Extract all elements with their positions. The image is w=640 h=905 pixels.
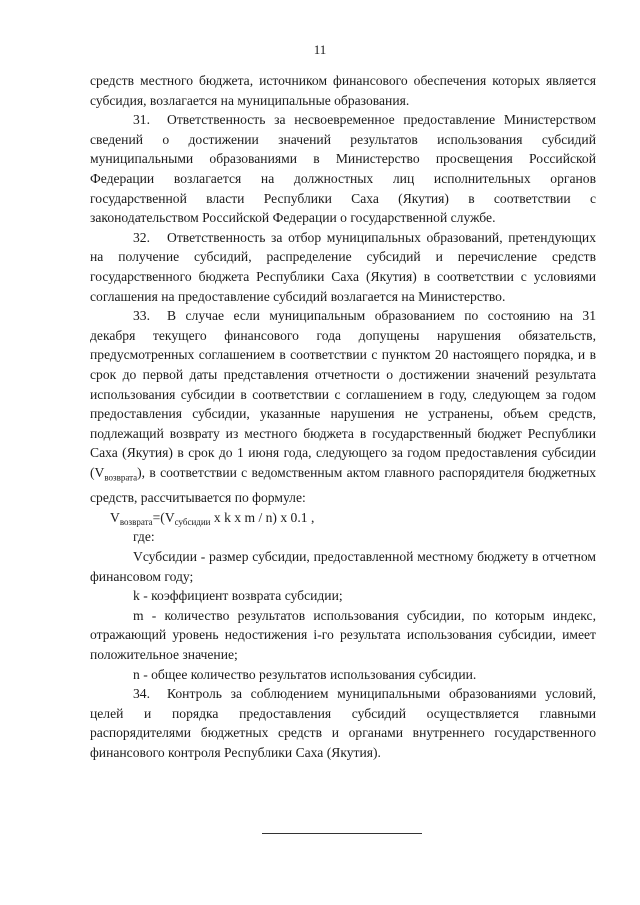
paragraph-text: Ответственность за отбор муниципальных образований, претендующих на получение субсидий, распределение субсидий и перечисление средств государственного бюджета Республики Саха (Якутия) в соответствии с условиями соглашения на предоставление субсидий возлагается на Министерство. xyxy=(90,229,596,304)
paragraph-continuation: средств местного бюджета, источником финансового обеспечения которых является субсидия, возлагается на муниципальные образования. xyxy=(90,73,596,108)
formula-rest: x k x m / n) x 0.1 , xyxy=(210,509,315,525)
end-divider xyxy=(262,833,422,834)
definition-k: k - коэффициент возврата субсидии; xyxy=(133,588,343,604)
formula-v: V xyxy=(110,509,120,525)
paragraph-text: Контроль за соблюдением муниципальными образованиями условий, целей и порядка предоставления субсидий осуществляется главными распорядителями бюджетных средств и органами внутреннего государственного финансового контроля Республики Саха (Якутия). xyxy=(90,686,596,760)
formula-subscript-return: возврата xyxy=(119,516,153,527)
page-number: 11 xyxy=(313,42,327,57)
formula xyxy=(90,508,596,528)
paragraph-text: ), в соответствии с ведомственным актом главного распорядителя бюджетных средств, рассчитывается по формуле: xyxy=(90,464,596,506)
paragraph-text: В случае если муниципальным образованием по состоянию на 31 декабря текущего финансового года допущены нарушения обязательств, предусмотренных соглашением в соответствии с пунктом 20 настоящего порядка, и в срок до первой даты представления отчетности о достижении значений результата использования субсидии в соответствии с соглашением в году, следующем за годом предоставления субсидии, указанные нарушения не устранены, объем средств, подлежащий возврату из местного бюджета в государственный бюджет Республики Саха (Якутия) в срок до 1 июня года, следующего за годом предоставления субсидии (V xyxy=(90,308,596,480)
paragraph-34 xyxy=(90,684,596,762)
paragraph-31 xyxy=(90,110,596,228)
formula-mid: =(V xyxy=(152,509,175,525)
document-body xyxy=(90,71,596,763)
formula-subscript-subsidy: субсидии xyxy=(174,516,211,527)
definitions-where: где: xyxy=(133,529,155,545)
paragraph-32 xyxy=(90,228,596,306)
paragraph-number: 32. xyxy=(133,229,150,245)
paragraph-number: 31. xyxy=(133,112,150,128)
paragraph-number: 34. xyxy=(133,686,150,702)
definition-v-subsidy: Vсубсидии - размер субсидии, предоставленной местному бюджету в отчетном финансовом году; xyxy=(90,548,596,584)
paragraph-text: Ответственность за несвоевременное предоставление Министерством сведений о достижении значений результатов использования субсидий муниципальными образованиями в Министерство просвещения Российской Федерации возлагается на должностных лиц исполнительных органов государственной власти Республики Саха (Якутия) в соответствии с законодательством Российской Федерации о государственной службе. xyxy=(90,112,596,226)
definition-m: m - количество результатов использования субсидии, по которым индекс, отражающий уровень недостижения i-го результата использования субсидии, имеет положительное значение; xyxy=(90,607,596,662)
definition-n: n - общее количество результатов использования субсидии. xyxy=(133,666,477,682)
subscript: возврата xyxy=(104,472,138,483)
paragraph-number: 33. xyxy=(133,308,150,324)
paragraph-33 xyxy=(90,306,596,508)
